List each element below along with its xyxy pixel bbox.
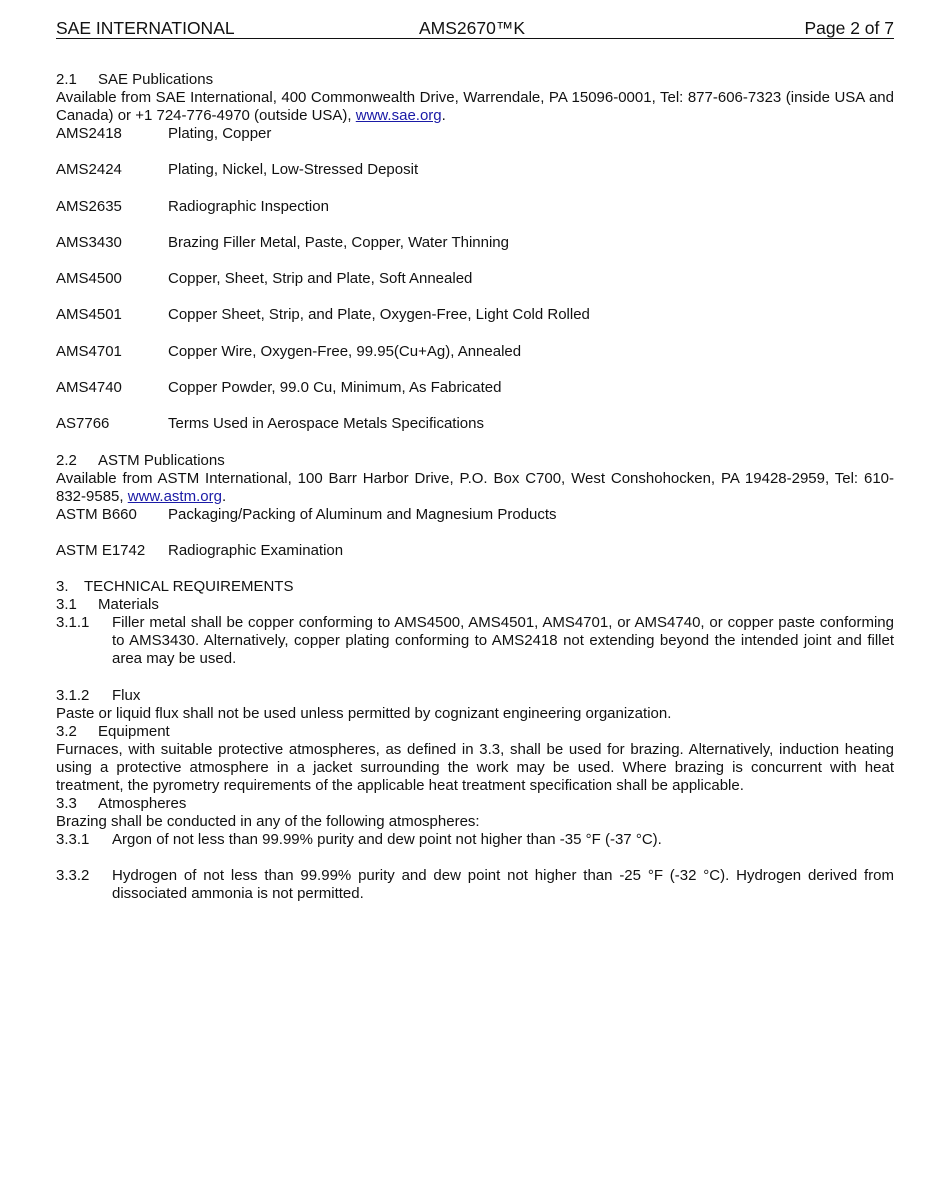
paragraph-text: Argon of not less than 99.99% purity and dew point not higher than -35 °F (-37 °C). — [112, 830, 662, 848]
header-document-id: AMS2670™K — [419, 18, 526, 38]
reference-title: Plating, Nickel, Low-Stressed Deposit — [168, 161, 419, 179]
page-header — [56, 16, 894, 39]
reference-row — [56, 542, 894, 560]
section-number: 3.1 — [56, 596, 77, 614]
section-title: Materials — [98, 596, 159, 614]
reference-title: Copper, Sheet, Strip and Plate, Soft Annealed — [168, 270, 473, 288]
section-number: 3.2 — [56, 722, 77, 740]
reference-row — [56, 125, 894, 143]
reference-code: AMS4740 — [56, 379, 122, 397]
reference-code: ASTM B660 — [56, 505, 137, 523]
section-number: 3.1.2 — [56, 686, 90, 704]
numbered-paragraph-3-3-1 — [56, 831, 894, 849]
reference-row — [56, 379, 894, 397]
paragraph-text: Filler metal shall be copper conforming to AMS4500, AMS4501, AMS4701, or AMS4740, or copper paste conforming to AMS3430. Alternatively, copper plating conforming to AMS2418 not extending beyond the intended joint and fillet area may be used. — [112, 614, 894, 668]
reference-code: AMS2424 — [56, 161, 122, 179]
section-title: Flux — [112, 686, 141, 704]
section-number: 3.3 — [56, 794, 77, 812]
paragraph-number: 3.1.1 — [56, 614, 90, 632]
section-title: Atmospheres — [98, 794, 187, 812]
section-title: TECHNICAL REQUIREMENTS — [84, 578, 294, 596]
atmospheres-paragraph: Brazing shall be conducted in any of the following atmospheres: — [56, 812, 480, 830]
reference-code: AMS3430 — [56, 233, 122, 251]
reference-code: AMS4501 — [56, 306, 122, 324]
reference-title: Copper Wire, Oxygen-Free, 99.95(Cu+Ag), Annealed — [168, 342, 522, 360]
reference-row — [56, 343, 894, 361]
paragraph-number: 3.3.1 — [56, 830, 90, 848]
reference-title: Terms Used in Aerospace Metals Specifications — [168, 415, 484, 433]
reference-code: AMS4500 — [56, 270, 122, 288]
sae-availability-paragraph — [56, 89, 894, 125]
paragraph-number: 3.3.2 — [56, 866, 90, 884]
section-number: 2.1 — [56, 71, 77, 88]
document-body — [56, 71, 894, 921]
paragraph-text: Hydrogen of not less than 99.99% purity and dew point not higher than -25 °F (-32 °C). Hydrogen derived from dissociated ammonia is not permitted. — [112, 866, 894, 902]
numbered-paragraph-3-3-2 — [56, 867, 894, 903]
numbered-paragraph-3-1-1 — [56, 614, 894, 668]
reference-title: Brazing Filler Metal, Paste, Copper, Water Thinning — [168, 233, 509, 251]
sentence-end: . — [221, 487, 227, 505]
reference-title: Copper Sheet, Strip, and Plate, Oxygen-Free, Light Cold Rolled — [168, 306, 590, 324]
section-heading-3-1 — [56, 596, 894, 614]
section-title: SAE Publications — [98, 71, 214, 88]
reference-row — [56, 234, 894, 252]
equipment-paragraph: Furnaces, with suitable protective atmospheres, as defined in 3.3, shall be used for brazing. Alternatively, induction heating using a protective atmosphere in a jacket surrounding the work may be used. Where brazing is concurrent with heat treatment, the pyrometry requirements of the applicable heat treatment specification shall be applicable. — [56, 740, 894, 794]
header-organization: SAE INTERNATIONAL — [56, 18, 235, 38]
astm-availability-text: Available from ASTM International, 100 Barr Harbor Drive, P.O. Box C700, West Conshohocken, PA 19428-2959, Tel: 610-832-9585, — [56, 469, 894, 505]
reference-title: Packaging/Packing of Aluminum and Magnesium Products — [168, 505, 557, 523]
section-title: ASTM Publications — [98, 451, 225, 469]
sentence-end: . — [441, 107, 446, 124]
reference-row — [56, 306, 894, 324]
reference-code: ASTM E1742 — [56, 541, 146, 559]
flux-paragraph: Paste or liquid flux shall not be used unless permitted by cognizant engineering organization. — [56, 704, 672, 722]
section-heading-2-2 — [56, 452, 894, 470]
reference-row — [56, 161, 894, 179]
reference-code: AMS2635 — [56, 197, 122, 215]
reference-row — [56, 415, 894, 433]
sae-website-link[interactable]: www.sae.org — [355, 107, 442, 124]
astm-website-link[interactable]: www.astm.org — [127, 487, 222, 505]
reference-title: Plating, Copper — [168, 125, 272, 142]
reference-code: AS7766 — [56, 415, 110, 433]
header-page-number: Page 2 of 7 — [804, 18, 894, 38]
section-number: 3. — [56, 578, 69, 596]
reference-row — [56, 506, 894, 524]
reference-title: Copper Powder, 99.0 Cu, Minimum, As Fabricated — [168, 379, 502, 397]
reference-row — [56, 270, 894, 288]
reference-title: Radiographic Inspection — [168, 197, 329, 215]
section-heading-3-2 — [56, 723, 894, 741]
section-heading-3-1-2 — [56, 687, 894, 705]
reference-code: AMS4701 — [56, 342, 122, 360]
sae-availability-text: Available from SAE International, 400 Commonwealth Drive, Warrendale, PA 15096-0001, Tel: 877-606-7323 (inside USA and Canada) or +1 724-776-4970 (outside USA), — [56, 89, 894, 124]
astm-availability-paragraph — [56, 470, 894, 506]
section-title: Equipment — [98, 722, 170, 740]
section-heading-2-1 — [56, 71, 894, 89]
reference-title: Radiographic Examination — [168, 541, 344, 559]
section-number: 2.2 — [56, 451, 77, 469]
reference-row — [56, 198, 894, 216]
section-heading-3 — [56, 578, 894, 596]
reference-code: AMS2418 — [56, 125, 122, 142]
section-heading-3-3 — [56, 795, 894, 813]
